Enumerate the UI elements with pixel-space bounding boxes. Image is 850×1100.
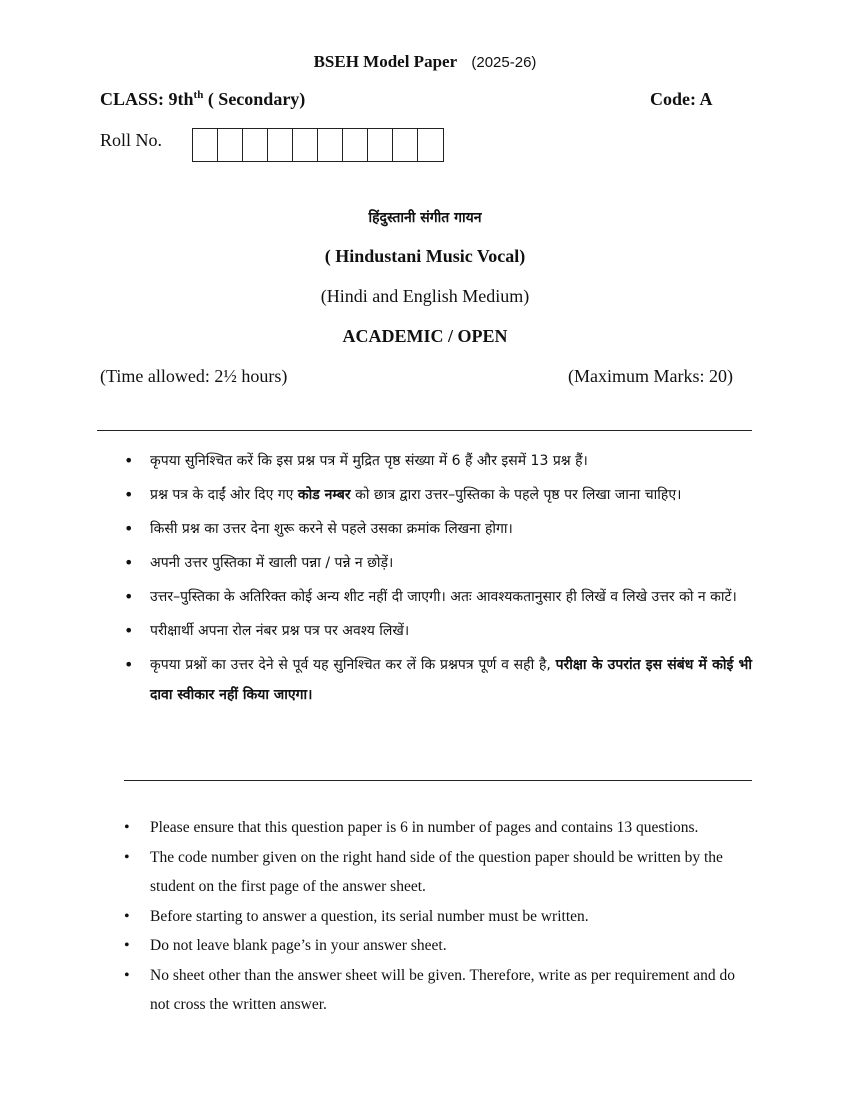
list-item: • Please ensure that this question paper is 6 in number of pages and contains 13 questions. [124,813,752,843]
list-item: • No sheet other than the answer sheet will be given. Therefore, write as per requirement and do not cross the written answer. [124,961,752,1020]
board-title: BSEH Model Paper [313,52,458,71]
instruction-text: परीक्षार्थी अपना रोल नंबर प्रश्न पत्र पर अवश्य लिखें। [150,623,410,639]
list-item [124,650,752,710]
subject-english: ( Hindustani Music Vocal) [324,246,526,266]
list-item [124,616,752,646]
paper-title [0,52,850,72]
roll-number-box[interactable] [268,129,293,161]
english-instructions [124,813,752,1020]
divider-top [97,430,752,431]
roll-number-box[interactable] [218,129,243,161]
time-allowed: (Time allowed: 2½ hours) [100,366,288,386]
instruction-text: कृपया सुनिश्चित करें कि इस प्रश्न पत्र में मुद्रित पृष्ठ संख्या में 6 हैं और इसमें 13 प्रश्न हैं। [150,453,588,469]
divider-middle [124,780,752,781]
roll-number-box[interactable] [393,129,418,161]
list-item [124,548,752,578]
claim-warning-emphasis: परीक्षा के उपरांत इस संबंध में कोई भी दावा स्वीकार नहीं किया जाएगा। [150,657,752,703]
class-superscript: th [193,89,204,101]
list-item [124,582,752,612]
subject-hindi: हिंदुस्तानी संगीत गायन [368,210,482,226]
list-item: • The code number given on the right hand side of the question paper should be written by the student on the first page of the answer sheet. [124,843,752,902]
list-item: • Before starting to answer a question, its serial number must be written. [124,902,752,932]
roll-number-label: Roll No. [100,130,163,150]
instruction-text: को छात्र द्वारा उत्तर–पुस्तिका के पहले पृष्ठ पर लिखा जाना चाहिए। [350,487,682,503]
roll-number-box[interactable] [193,129,218,161]
roll-number-box[interactable] [243,129,268,161]
class-label [100,89,305,110]
medium-label: (Hindi and English Medium) [320,286,530,306]
stream-label: ACADEMIC / OPEN [342,326,508,346]
list-item [124,446,752,476]
list-item: • Do not leave blank page’s in your answer sheet. [124,931,752,961]
class-suffix: ( Secondary) [203,89,306,109]
class-prefix: CLASS: 9th [100,89,194,109]
list-item [124,480,752,510]
roll-number-box[interactable] [343,129,368,161]
instruction-text: कृपया प्रश्नों का उत्तर देने से पूर्व यह सुनिश्चित कर लें कि प्रश्नपत्र पूर्ण व सही है, [150,657,556,673]
roll-number-boxes[interactable] [192,128,444,162]
roll-number-box[interactable] [293,129,318,161]
hindi-instructions [124,446,752,714]
roll-number-box[interactable] [368,129,393,161]
maximum-marks: (Maximum Marks: 20) [568,366,733,386]
instruction-text: उत्तर–पुस्तिका के अतिरिक्त कोई अन्य शीट नहीं दी जाएगी। अतः आवश्यकतानुसार ही लिखें व लिखे उत्तर को न काटें। [150,589,737,605]
list-item [124,514,752,544]
roll-number-box[interactable] [318,129,343,161]
session-year: (2025-26) [471,54,537,71]
instruction-text: प्रश्न पत्र के दाईं ओर दिए गए [150,487,298,503]
instruction-text: किसी प्रश्न का उत्तर देना शुरू करने से पहले उसका क्रमांक लिखना होगा। [150,521,513,537]
code-number-emphasis: कोड नम्बर [297,487,351,503]
roll-number-box[interactable] [418,129,443,161]
paper-code: Code: A [650,89,713,109]
instruction-text: अपनी उत्तर पुस्तिका में खाली पन्ना / पन्ने न छोड़ें। [150,555,394,571]
